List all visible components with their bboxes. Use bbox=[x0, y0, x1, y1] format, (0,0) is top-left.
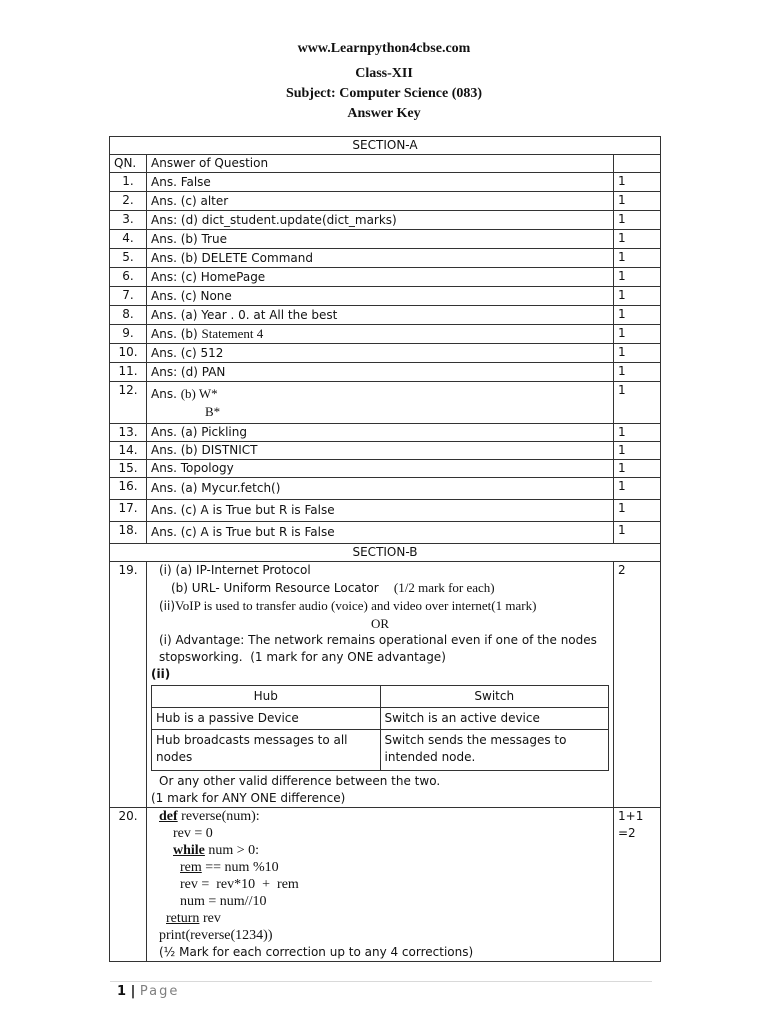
other-difference: Or any other valid difference between the two. bbox=[159, 774, 441, 788]
question-number: 11. bbox=[110, 363, 147, 382]
answer-text: Ans: (c) HomePage bbox=[151, 270, 266, 284]
section-b-row bbox=[110, 544, 661, 562]
answer-cell: Ans. (a) Pickling bbox=[147, 424, 614, 442]
answer-text: Ans. False bbox=[151, 175, 211, 189]
question-number: 8. bbox=[110, 306, 147, 325]
q19-line-3 bbox=[151, 597, 609, 615]
table-row bbox=[110, 424, 661, 442]
marks-cell: 1 bbox=[614, 230, 661, 249]
class-heading: Class-XII bbox=[355, 66, 413, 81]
marks-cell: 1 bbox=[614, 325, 661, 344]
code-line: print(reverse(1234)) bbox=[159, 928, 273, 943]
marks-cell: 1 bbox=[614, 344, 661, 363]
question-number: 9. bbox=[110, 325, 147, 344]
code-text: reverse(num): bbox=[177, 809, 260, 824]
marks-cell: 1 bbox=[614, 249, 661, 268]
code-line bbox=[159, 842, 609, 859]
page-footer bbox=[117, 984, 179, 999]
code-text: num > 0: bbox=[204, 843, 260, 858]
marks-cell: 1 bbox=[614, 424, 661, 442]
column-header-row bbox=[110, 155, 661, 173]
hub-header: Hub bbox=[152, 686, 381, 708]
hub-cell: Hub broadcasts messages to all nodes bbox=[152, 730, 381, 771]
code-line: rev = rev*10 + rem bbox=[159, 877, 299, 892]
marks-cell bbox=[614, 808, 661, 962]
answer-text: Ans. (c) alter bbox=[151, 194, 229, 208]
answer-key-table bbox=[109, 136, 661, 962]
marks-cell: 1 bbox=[614, 382, 661, 424]
table-row bbox=[110, 382, 661, 424]
answer-cell: Ans. (c) A is True but R is False bbox=[147, 522, 614, 544]
question-number: 4. bbox=[110, 230, 147, 249]
code-line bbox=[159, 859, 609, 876]
table-row bbox=[110, 460, 661, 478]
answer-cell bbox=[147, 325, 614, 344]
table-row bbox=[110, 522, 661, 544]
marks-cell: 1 bbox=[614, 442, 661, 460]
hub-cell: Hub is a passive Device bbox=[152, 708, 381, 730]
q19-line-2 bbox=[151, 579, 609, 597]
answer-text: Ans. (b) DELETE Command bbox=[151, 251, 313, 265]
answer-cell: Ans. Topology bbox=[147, 460, 614, 478]
code-block bbox=[151, 808, 609, 944]
underlined-code: rem bbox=[180, 860, 202, 875]
answer-cell bbox=[147, 382, 614, 424]
table-row bbox=[110, 230, 661, 249]
code-line: rev = 0 bbox=[159, 826, 213, 841]
question-number: 18. bbox=[110, 522, 147, 544]
website-heading: www.Learnpython4cbse.com bbox=[297, 41, 471, 56]
table-row bbox=[110, 325, 661, 344]
keyword: while bbox=[173, 843, 205, 858]
answer-cell bbox=[147, 268, 614, 287]
answer-text: Ans. (c) None bbox=[151, 289, 232, 303]
answer-emphasis: Statement 4 bbox=[201, 326, 264, 341]
marks-cell: 1 bbox=[614, 173, 661, 192]
voip-answer: VoIP is used to transfer audio (voice) and video over internet bbox=[175, 598, 492, 613]
answer-cell: Ans. (a) Mycur.fetch() bbox=[147, 478, 614, 500]
difference-mark: (1 mark for ANY ONE difference) bbox=[151, 791, 346, 805]
footer-divider bbox=[110, 981, 652, 982]
answer-second-line: B* bbox=[205, 404, 221, 419]
question-number: 3. bbox=[110, 211, 147, 230]
answer-cell bbox=[147, 211, 614, 230]
table-row bbox=[110, 306, 661, 325]
hub-switch-table bbox=[151, 685, 609, 771]
code-line bbox=[159, 910, 609, 927]
subject-heading: Subject: Computer Science (083) bbox=[285, 86, 483, 101]
switch-header: Switch bbox=[380, 686, 609, 708]
answer-cell bbox=[147, 306, 614, 325]
marks-cell: 1 bbox=[614, 460, 661, 478]
marks-cell: 1 bbox=[614, 478, 661, 500]
code-line: num = num//10 bbox=[159, 894, 267, 909]
answer-cell: Ans. (b) DISTNICT bbox=[147, 442, 614, 460]
marks-cell: 1 bbox=[614, 500, 661, 522]
marks-cell: 1 bbox=[614, 287, 661, 306]
question-number: 13. bbox=[110, 424, 147, 442]
answer-text: Ans. bbox=[151, 387, 181, 401]
part-ii-label: (ii) bbox=[159, 599, 176, 613]
table-row bbox=[110, 211, 661, 230]
underlined-code: return bbox=[166, 911, 200, 926]
table-row bbox=[110, 344, 661, 363]
advantage-mark: (1 mark for any ONE advantage) bbox=[250, 650, 446, 664]
table-row bbox=[110, 363, 661, 382]
table-row bbox=[152, 730, 609, 771]
question-number: 12. bbox=[110, 382, 147, 424]
q19-mark-note: (1/2 mark for each) bbox=[393, 580, 495, 595]
code-text: rev bbox=[199, 911, 221, 926]
table-row bbox=[152, 708, 609, 730]
answer-text: Ans: (d) PAN bbox=[151, 365, 226, 379]
answer-cell bbox=[147, 230, 614, 249]
section-a-title: SECTION-A bbox=[110, 137, 661, 155]
advantage-label: (i) Advantage: bbox=[159, 633, 245, 647]
page-number: 1 bbox=[117, 984, 127, 999]
question-number: 1. bbox=[110, 173, 147, 192]
marks-cell: 2 bbox=[614, 562, 661, 808]
table-row bbox=[110, 249, 661, 268]
advantage-text bbox=[151, 632, 609, 666]
question-number: 14. bbox=[110, 442, 147, 460]
url-answer: (b) URL- Uniform Resource Locator bbox=[171, 581, 379, 595]
hub-switch-header bbox=[152, 686, 609, 708]
code-text: == num %10 bbox=[201, 860, 279, 875]
table-row bbox=[110, 442, 661, 460]
marks-cell: 1 bbox=[614, 306, 661, 325]
answer-emphasis: (b) W* bbox=[180, 386, 218, 401]
answer-text: Ans. (a) Year . 0. at All the best bbox=[151, 308, 338, 322]
question-number: 20. bbox=[110, 808, 147, 962]
part-ii-heading: (ii) bbox=[151, 667, 171, 681]
or-label: OR bbox=[370, 616, 390, 631]
answer-cell bbox=[147, 173, 614, 192]
question-number: 2. bbox=[110, 192, 147, 211]
correction-note: (½ Mark for each correction up to any 4 corrections) bbox=[159, 945, 474, 959]
question-20-row bbox=[110, 808, 661, 962]
table-row bbox=[110, 173, 661, 192]
advantage-description: The network remains operational even if one of the nodes stopsworking. bbox=[159, 633, 597, 664]
question-19-row bbox=[110, 562, 661, 808]
question-number: 19. bbox=[110, 562, 147, 808]
section-b-title: SECTION-B bbox=[110, 544, 661, 562]
section-a-row bbox=[110, 137, 661, 155]
answer-cell: Ans. (c) A is True but R is False bbox=[147, 500, 614, 522]
answer-20 bbox=[147, 808, 614, 962]
answer-cell bbox=[147, 363, 614, 382]
answer-cell bbox=[147, 249, 614, 268]
marks-header bbox=[614, 155, 661, 173]
answer-header: Answer of Question bbox=[147, 155, 614, 173]
switch-cell: Switch sends the messages to intended node. bbox=[380, 730, 609, 771]
question-number: 17. bbox=[110, 500, 147, 522]
table-row bbox=[110, 287, 661, 306]
answer-cell bbox=[147, 192, 614, 211]
qn-header: QN. bbox=[110, 155, 147, 173]
answer-text: Ans: (d) dict_student.update(dict_marks) bbox=[151, 213, 397, 227]
marks-cell: 1 bbox=[614, 192, 661, 211]
marks-cell: 1 bbox=[614, 211, 661, 230]
answer-text: Ans. (c) 512 bbox=[151, 346, 224, 360]
marks-cell: 1 bbox=[614, 268, 661, 287]
marks-cell: 1 bbox=[614, 522, 661, 544]
answer-cell bbox=[147, 344, 614, 363]
answer-key-heading: Answer Key bbox=[347, 106, 421, 121]
marks-line: 1+1 bbox=[618, 809, 644, 823]
keyword: def bbox=[159, 809, 178, 824]
switch-cell: Switch is an active device bbox=[380, 708, 609, 730]
table-row bbox=[110, 192, 661, 211]
marks-line: =2 bbox=[618, 826, 636, 840]
marks-cell: 1 bbox=[614, 363, 661, 382]
answer-19 bbox=[147, 562, 614, 808]
question-number: 10. bbox=[110, 344, 147, 363]
footer-separator: | bbox=[126, 984, 140, 999]
voip-mark: (1 mark) bbox=[491, 598, 537, 613]
question-number: 15. bbox=[110, 460, 147, 478]
table-row bbox=[110, 268, 661, 287]
code-line bbox=[159, 808, 609, 825]
table-row bbox=[110, 478, 661, 500]
question-number: 6. bbox=[110, 268, 147, 287]
page-label: Page bbox=[139, 984, 180, 999]
answer-text: Ans. (b) True bbox=[151, 232, 227, 246]
q19-line-1: (i) (a) IP-Internet Protocol bbox=[159, 563, 311, 577]
table-row bbox=[110, 500, 661, 522]
answer-cell bbox=[147, 287, 614, 306]
question-number: 16. bbox=[110, 478, 147, 500]
question-number: 5. bbox=[110, 249, 147, 268]
answer-text: Ans. (b) bbox=[151, 327, 202, 341]
question-number: 7. bbox=[110, 287, 147, 306]
